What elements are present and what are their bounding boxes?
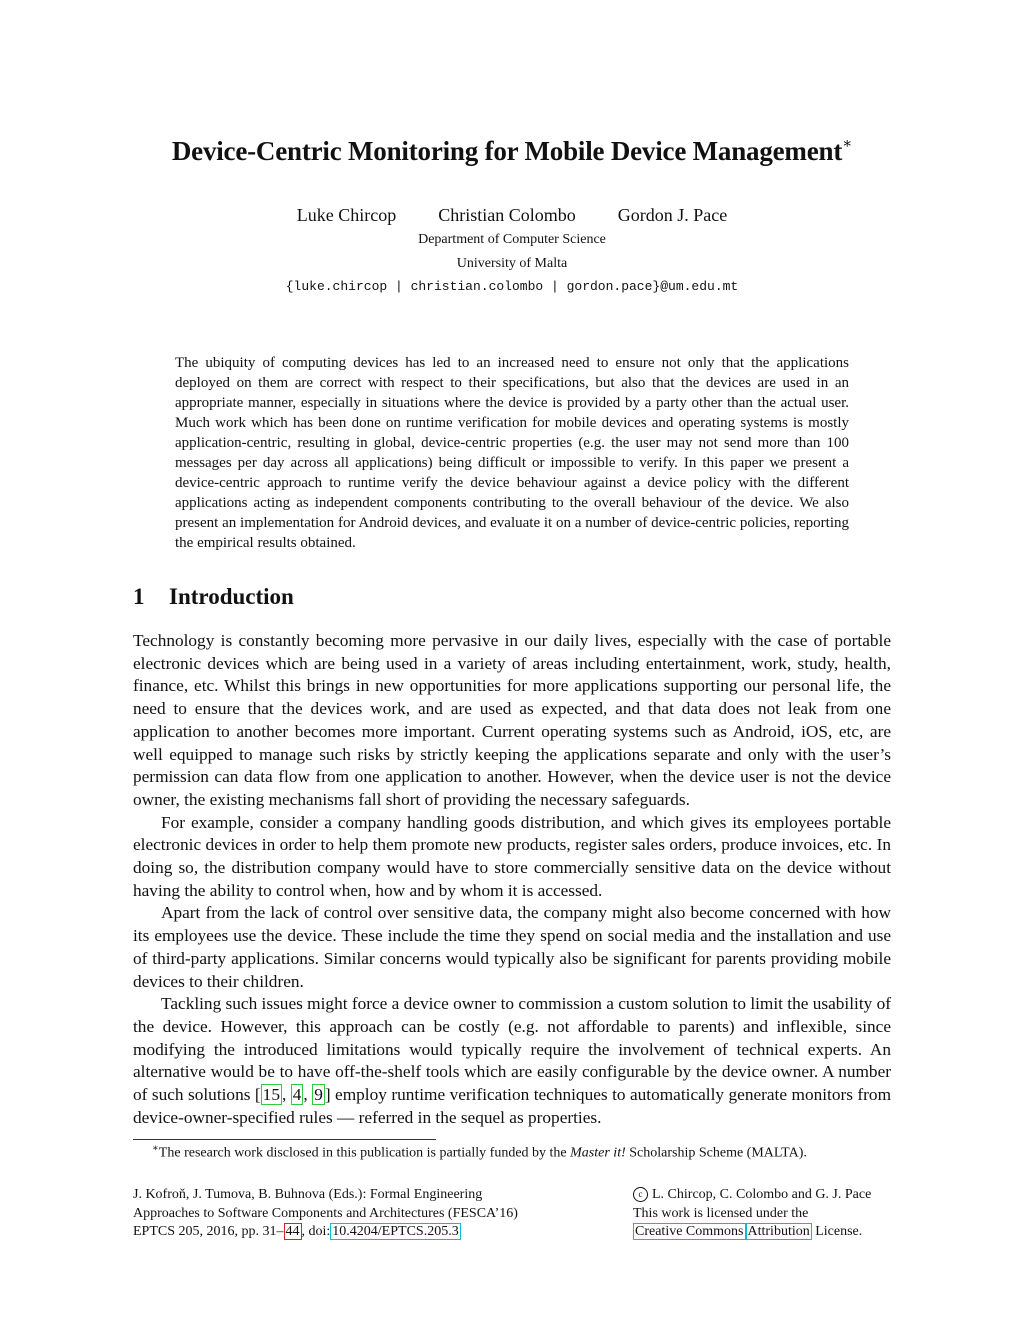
footnote-emphasis: Master it! — [570, 1145, 626, 1161]
paper-title — [0, 136, 1024, 167]
footnote-divider — [133, 1139, 436, 1140]
citation-link[interactable]: 4 — [292, 1085, 302, 1105]
license-info — [633, 1186, 933, 1242]
author-3: Gordon J. Pace — [617, 205, 728, 225]
abstract — [175, 353, 849, 553]
doi-label: , doi: — [301, 1224, 331, 1239]
copyright-holders: L. Chircop, C. Colombo and G. J. Pace — [652, 1187, 872, 1202]
introduction-body — [133, 630, 891, 1129]
eptcs-pages: EPTCS 205, 2016, pp. 31– — [133, 1224, 284, 1239]
license-suffix: License. — [811, 1224, 863, 1239]
author-1: Luke Chircop — [296, 205, 397, 225]
license-line: This work is licensed under the — [633, 1205, 809, 1221]
paragraph-1: Technology is constantly becoming more pervasive in our daily lives, especially with the case of portable electronic devices which are being used in a variety of areas including entertainment, work, study, health, finance, etc. Whilst this brings in new opportunities for more applications supporting our personal life, the need to ensure that the devices work, and are used as expected, and that data does not leak from one application to another becomes more important. Current operating systems such as Android, iOS, etc, are well equipped to manage such risks by strictly keeping the applications separate and only with the user’s permission can data flow from one application to another. However, when the device user is not the device owner, the existing mechanisms fall short of providing the necessary safeguards. — [133, 631, 891, 809]
editors-line: J. Kofroň, J. Tumova, B. Buhnova (Eds.): Formal Engineering — [133, 1187, 483, 1202]
author-list — [0, 205, 1024, 226]
paragraph-2: For example, consider a company handling goods distribution, and which gives its employees portable electronic devices in order to help them promote new products, register sales orders, produce invoices, etc. In doing so, the distribution company would have to store commercially sensitive data on the device without having the ability to control when, how and by whom it is accessed. — [133, 812, 891, 900]
paragraph-4 — [133, 993, 891, 1129]
author-emails: {luke.chircop | christian.colombo | gordon.pace}@um.edu.mt — [285, 279, 739, 294]
citation-link[interactable]: 9 — [314, 1085, 323, 1105]
section-heading — [133, 584, 294, 610]
last-page-link[interactable]: 44 — [285, 1224, 300, 1239]
copyright-line — [633, 1186, 933, 1205]
department: Department of Computer Science — [418, 232, 606, 247]
eptcs-line — [133, 1223, 593, 1242]
copyright-icon: c — [633, 1187, 648, 1202]
proceedings-line: Approaches to Software Components and Architectures (FESCA’16) — [133, 1205, 518, 1221]
abstract-text: The ubiquity of computing devices has led to an increased need to ensure not only that the applications deployed on them are correct with respect to their specifications, but also that the devices are used in an appropriate manner, especially in situations where the device is provided by a party other than the actual user. Much work which has been done on runtime verification for mobile devices and operating systems is mostly application-centric, resulting in global, device-centric properties (e.g. the user may not send more than 100 messages per day across all applications) being difficult or impossible to verify. In this paper we present a device-centric approach to runtime verify the device behaviour against a device policy with the different applications acting as independent components contributing to the overall behaviour of the device. We also present an implementation for Android devices, and evaluate it on a number of device-centric policies, reporting the empirical results obtained. — [175, 355, 849, 551]
doi-link[interactable]: 10.4204/EPTCS.205.3 — [332, 1224, 459, 1239]
author-2: Christian Colombo — [438, 205, 576, 225]
license-link-line — [633, 1223, 933, 1242]
paragraph-4-end: ] employ runtime verification techniques to automatically generate monitors from device-owner-specified rules — referred in the sequel as properties. — [133, 1085, 892, 1127]
paragraph-3: Apart from the lack of control over sensitive data, the company might also become concerned with how its employees use the device. These include the time they spend on social media and the installation and use of third-party applications. Similar concerns would typically also be significant for parents providing mobile devices to their children. — [133, 903, 891, 991]
citation-separator: , — [303, 1085, 313, 1105]
citation-link[interactable]: 15 — [262, 1085, 280, 1105]
attribution-link[interactable]: Attribution — [747, 1224, 810, 1239]
section-title: Introduction — [169, 584, 294, 609]
title-footnote-mark[interactable]: ∗ — [842, 136, 853, 152]
publication-info — [133, 1186, 593, 1242]
section-number: 1 — [133, 584, 145, 609]
footnote-text: The research work disclosed in this publication is partially funded by the — [158, 1145, 571, 1161]
citation-separator: , — [281, 1085, 291, 1105]
footnote — [152, 1143, 892, 1162]
paragraph-4-start: Tackling such issues might force a device owner to commission a custom solution to limit the usability of the device. However, this approach can be costly (e.g. not affordable to parents) and inflexible, since modifying the introduced limitations would typically require the involvement of technical experts. An alternative would be to have off-the-shelf tools which are easily configurable by the device owner. A number of such solutions [ — [133, 994, 891, 1105]
university: University of Malta — [456, 256, 568, 271]
footnote-text-end: Scholarship Scheme (MALTA). — [625, 1145, 807, 1161]
footnote-mark: ∗ — [152, 1143, 159, 1154]
creative-commons-link[interactable]: Creative Commons — [635, 1224, 744, 1239]
title-text: Device-Centric Monitoring for Mobile Device Management — [171, 136, 843, 166]
